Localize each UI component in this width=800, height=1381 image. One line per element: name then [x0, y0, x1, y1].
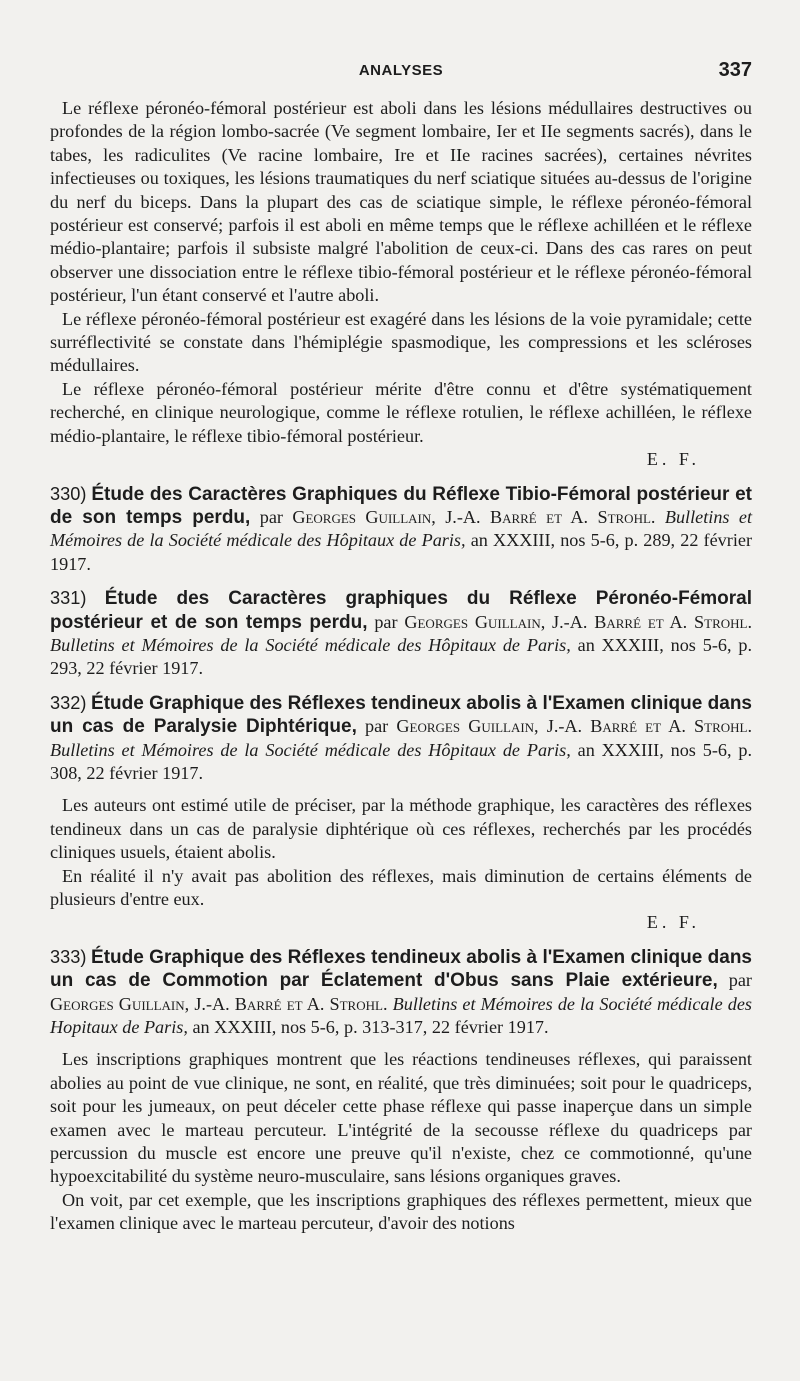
entry-source: Bulletins et Mémoires de la Société médicale des Hopitaux de Paris, — [50, 993, 753, 1038]
entry-authors: Georges Guillain, J.-A. Barré et A. Strohl. — [50, 993, 388, 1014]
entry-details: an XXXIII, nos 5-6, p. 308, 22 février 1917. — [50, 739, 752, 783]
entry-authors: Georges Guillain, J.-A. Barré et A. Strohl. — [292, 506, 656, 527]
entry-source: Bulletins et Mémoires de la Société médicale des Hôpitaux de Paris, — [50, 739, 571, 760]
entry-333-paragraph-1: Les inscriptions graphiques montrent que les réactions tendineuses réflexes, qui paraissent abolies au point de vue clinique, ne sont, en réalité, que très diminuées; soit pour le quadriceps, soit pour les jumeaux, on peut déceler cette phase réflexe qui passe inaperçue dans un simple examen avec le marteau percuteur. L'intégrité de la secousse réflexe du quadriceps par percussion du muscle est encore une preuve qu'il n'existe, chez ce commotionné, qu'une hypoexcitabilité du système neuro-musculaire, sans lésions organiques graves. — [50, 1049, 752, 1187]
entry-332-signature: E. F. — [646, 912, 700, 933]
entry-source: Bulletins et Mémoires de la Société médicale des Hôpitaux de Paris, — [50, 506, 753, 551]
intro-signature: E. F. — [646, 449, 700, 470]
entry-authors: Georges Guillain, J.-A. Barré et A. Strohl. — [396, 716, 753, 737]
entry-details: an XXXIII, nos 5-6, p. 293, 22 février 1917. — [50, 634, 752, 679]
entry-331 — [50, 587, 752, 681]
entry-332-paragraph-2: En réalité il n'y avait pas abolition des réflexes, mais diminution de certains éléments de plusieurs d'entre eux. — [50, 865, 752, 909]
entry-333 — [50, 946, 752, 1040]
entry-title: Étude des Caractères Graphiques du Réflexe Tibio-Fémoral postérieur et de son temps perdu, — [50, 483, 753, 528]
entry-title: Étude Graphique des Réflexes tendineux abolis à l'Examen clinique dans un cas de Paralysie Diphtérique, — [50, 692, 752, 738]
entry-number: 331) — [50, 588, 87, 609]
entry-332-paragraph-1: Les auteurs ont estimé utile de préciser, par la méthode graphique, les caractères des réflexes tendineux dans un cas de paralysie diphtérique où ces réflexes, recherchés par les procédés cliniques usuels, étaient abolis. — [50, 795, 752, 863]
running-header — [50, 59, 752, 86]
page-content — [50, 97, 752, 1236]
intro-paragraph-3: Le réflexe péronéo-fémoral postérieur mérite d'être connu et d'être systématiquement recherché, en clinique neurologique, comme le réflexe rotulien, le réflexe achilléen, le réflexe médio-plantaire, le réflexe tibio-fémoral postérieur. — [50, 378, 752, 446]
entry-number: 330) — [50, 483, 87, 504]
entry-by: par — [374, 611, 398, 632]
header-title: ANALYSES — [358, 62, 444, 79]
entry-number: 332) — [50, 692, 87, 713]
entry-number: 333) — [50, 946, 87, 967]
entry-332 — [50, 692, 752, 786]
entry-title: Étude des Caractères graphiques du Réflexe Péronéo-Fémoral postérieur et de son temps perdu, — [50, 588, 752, 633]
page-number: 337 — [718, 59, 752, 81]
entry-by: par — [365, 716, 389, 737]
entry-details: an XXXIII, nos 5-6, p. 313-317, 22 février 1917. — [192, 1017, 549, 1038]
intro-paragraph-1: Le réflexe péronéo-fémoral postérieur est aboli dans les lésions médullaires destructives ou profondes de la région lombo-sacrée (Ve segment lombaire, Ier et IIe segments sacrés), dans le tabes, les radiculites (Ve racine lombaire, Ire et IIe racines sacrées), certaines névrites infectieuses ou toxiques, les lésions traumatiques du nerf sciatique situées au-dessus de l'origine du nerf du biceps. Dans la plupart des cas de sciatique simple, le réflexe péronéo-fémoral postérieur est conservé; parfois il est aboli en même temps que le réflexe achilléen et le réflexe médio-plantaire; parfois il subsiste malgré l'abolition de ceux-ci. Dans des cas rares on peut observer une dissociation entre le réflexe tibio-fémoral postérieur et le réflexe péronéo-fémoral postérieur, l'un étant conservé et l'autre aboli. — [50, 98, 752, 306]
intro-paragraph-2: Le réflexe péronéo-fémoral postérieur est exagéré dans les lésions de la voie pyramidale; cette surréflectivité se constate dans l'hémiplégie spasmodique, les compressions et les scléroses médullaires. — [50, 308, 752, 376]
entry-details: an XXXIII, nos 5-6, p. 289, 22 février 1917. — [50, 530, 752, 574]
entry-330 — [50, 483, 752, 577]
entry-by: par — [259, 506, 283, 527]
entry-authors: Georges Guillain, J.-A. Barré et A. Strohl. — [404, 611, 753, 632]
entry-title: Étude Graphique des Réflexes tendineux abolis à l'Examen clinique dans un cas de Commotion par Éclatement d'Obus sans Plaie extérieure, — [50, 946, 752, 992]
entry-source: Bulletins et Mémoires de la Société médicale des Hôpitaux de Paris, — [50, 634, 571, 655]
entry-333-paragraph-2: On voit, par cet exemple, que les inscriptions graphiques des réflexes permettent, mieux que l'examen clinique avec le marteau percuteur, d'avoir des notions — [50, 1189, 752, 1234]
entry-by: par — [728, 970, 752, 991]
